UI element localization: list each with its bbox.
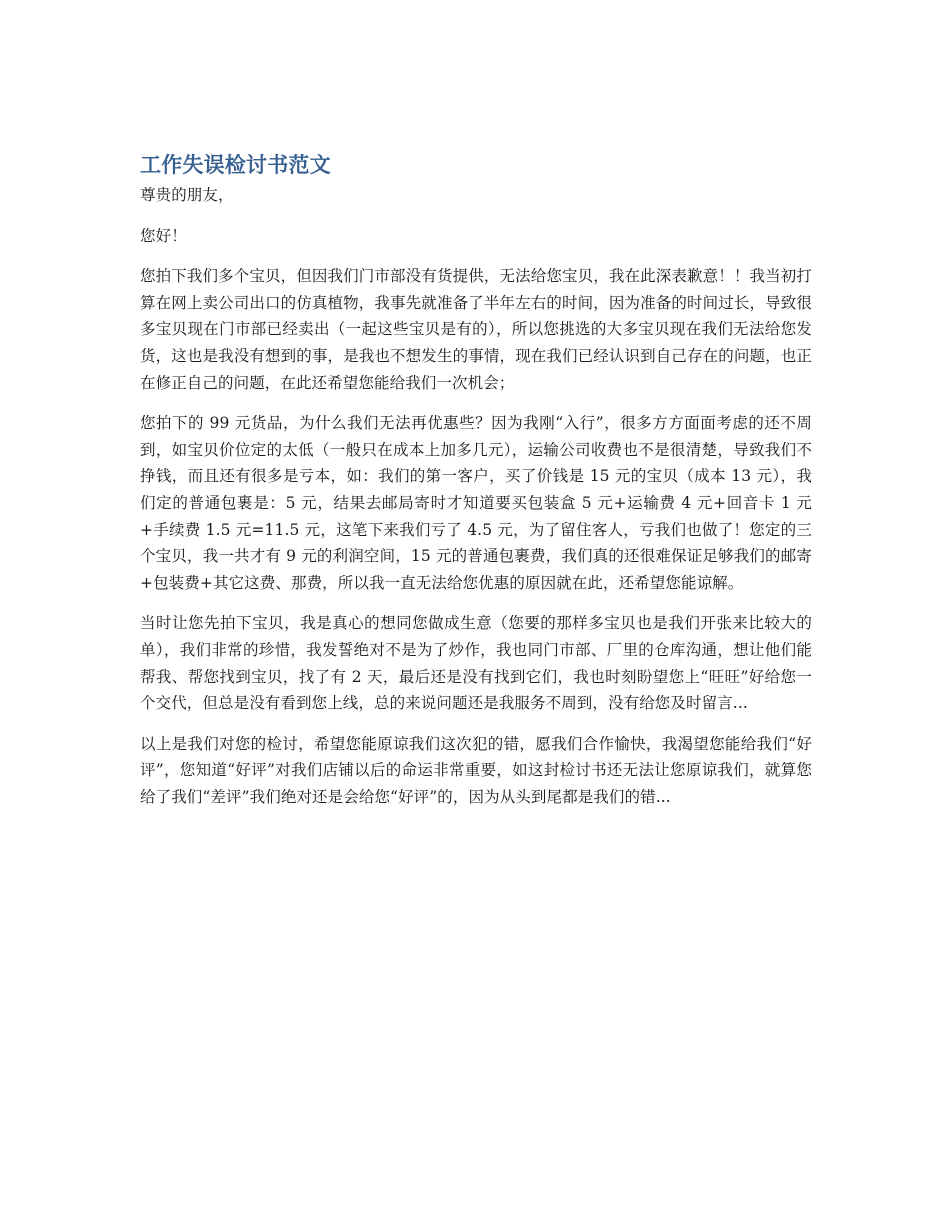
- salutation: 尊贵的朋友，: [140, 186, 234, 204]
- paragraph-apology: 您拍下我们多个宝贝，但因我们门市部没有货提供，无法给您宝贝，我在此深表歉意！！我当初打算在网上卖公司出口的仿真植物，我事先就准备了半年左右的时间，因为准备的时间过长，导致很多宝贝现在门市部已经卖出（一起这些宝贝是有的），所以您挑选的大多宝贝现在我们无法给您发货，这也是我没有想到的事，是我也不想发生的事情，现在我们已经认识到自己存在的问题，也正在修正自己的问题，在此还希望您能给我们一次机会；: [140, 267, 812, 392]
- paragraph-explanation: 当时让您先拍下宝贝，我是真心的想同您做成生意（您要的那样多宝贝也是我们开张来比较大的单），我们非常的珍惜，我发誓绝对不是为了炒作，我也同门市部、厂里的仓库沟通，想让他们能帮我、帮您找到宝贝，找了有 2 天，最后还是没有找到它们，我也时刻盼望您上“旺旺”好给您一个交代，但总是没有看到您上线，总的来说问题还是我服务不周到，没有给您及时留言...: [140, 614, 812, 713]
- paragraph-closing: 以上是我们对您的检讨，希望您能原谅我们这次犯的错，愿我们合作愉快，我渴望您能给我们“好评”，您知道“好评”对我们店铺以后的命运非常重要，如这封检讨书还无法让您原谅我们，就算您给了我们“差评”我们绝对还是会给您“好评”的，因为从头到尾都是我们的错...: [140, 734, 812, 806]
- greeting: 您好！: [140, 226, 187, 245]
- document-page: [140, 150, 812, 810]
- document-title: 工作失误检讨书范文: [140, 153, 331, 177]
- paragraph-pricing: 您拍下的 99 元货品，为什么我们无法再优惠些？因为我刚“入行”，很多方方面面考虑的还不周到，如宝贝价位定的太低（一般只在成本上加多几元），运输公司收费也不是很清楚，导致我们不挣钱，而且还有很多是亏本，如：我们的第一客户，买了价钱是 15 元的宝贝（成本 13 元），我们定的普通包裹是：5 元，结果去邮局寄时才知道要买包装盒 5 元+运输费 4 元+回音卡 1 元+手续费 1.5 元=11.5 元，这笔下来我们亏了 4.5 元，为了留住客人，亏我们也做了！您定的三个宝贝，我一共才有 9 元的利润空间，15 元的普通包裹费，我们真的还很难保证足够我们的邮寄+包装费+其它这费、那费，所以我一直无法给您优惠的原因就在此，还希望您能谅解。: [140, 414, 812, 592]
